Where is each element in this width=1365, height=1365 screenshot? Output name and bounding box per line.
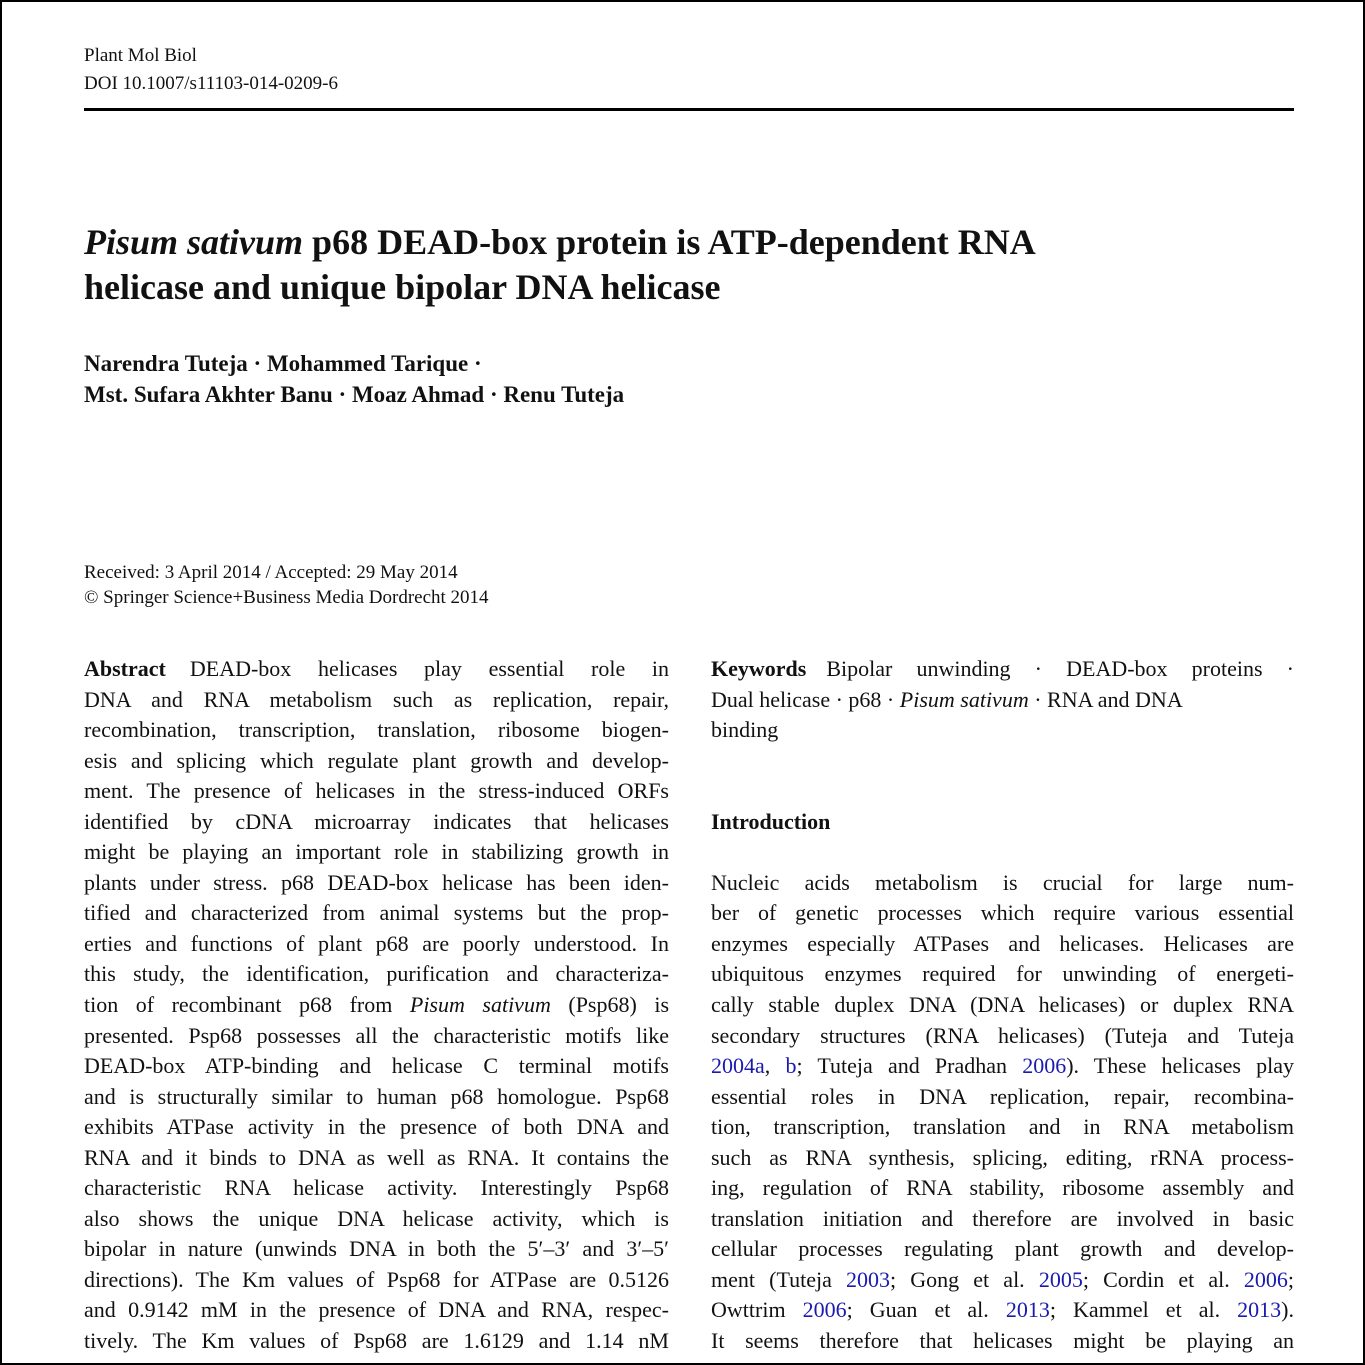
intro-line: It seems therefore that helicases might be playing an <box>711 1328 1294 1354</box>
abstract-line: presented. Psp68 possesses all the characteristic motifs like <box>84 1022 669 1048</box>
reference-link[interactable]: 2006 <box>1022 1053 1067 1079</box>
intro-line: ing, regulation of RNA stability, ribosome assembly and <box>711 1175 1294 1201</box>
abstract-line: Abstract DEAD-box helicases play essential role in <box>84 656 669 681</box>
keywords-line: binding <box>711 717 779 743</box>
intro-line: 2004a, b; Tuteja and Pradhan 2006). These helicases play <box>711 1053 1294 1079</box>
abstract-column <box>84 654 669 1357</box>
intro-line: such as RNA synthesis, splicing, editing, rRNA process- <box>711 1144 1294 1170</box>
abstract-line: recombination, transcription, translation, ribosome biogen- <box>84 717 669 743</box>
introduction-heading: Introduction <box>711 808 831 834</box>
abstract-line: RNA and it binds to DNA as well as RNA. It contains the <box>84 1144 669 1170</box>
intro-line: tion, transcription, translation and in RNA metabolism <box>711 1114 1294 1140</box>
abstract-line: esis and splicing which regulate plant growth and develop- <box>84 747 669 773</box>
intro-line: essential roles in DNA replication, repair, recombina- <box>711 1083 1294 1109</box>
reference-link[interactable]: 2004a <box>711 1053 765 1079</box>
abstract-line: characteristic RNA helicase activity. Interestingly Psp68 <box>84 1175 669 1201</box>
abstract-line: this study, the identification, purification and characteriza- <box>84 961 669 987</box>
reference-link[interactable]: 2005 <box>1038 1266 1083 1292</box>
abstract-line: exhibits ATPase activity in the presence of both DNA and <box>84 1114 669 1140</box>
reference-link[interactable]: b <box>785 1053 797 1079</box>
journal-name: Plant Mol Biol <box>84 45 197 66</box>
abstract-line: bipolar in nature (unwinds DNA in both the 5′–3′ and 3′–5′ <box>84 1236 669 1262</box>
reference-link[interactable]: 2013 <box>1005 1297 1050 1323</box>
reference-link[interactable]: 2006 <box>1243 1266 1288 1292</box>
author-list <box>84 348 624 410</box>
intro-line: ment (Tuteja 2003; Gong et al. 2005; Cordin et al. 2006; <box>711 1266 1294 1292</box>
abstract-line: and 0.9142 mM in the presence of DNA and RNA, respec- <box>84 1297 669 1323</box>
intro-line: enzymes especially ATPases and helicases. Helicases are <box>711 930 1294 956</box>
keywords-label: Keywords <box>711 656 807 681</box>
abstract-line: ment. The presence of helicases in the stress-induced ORFs <box>84 778 669 804</box>
intro-line: translation initiation and therefore are involved in basic <box>711 1205 1294 1231</box>
abstract-line: might be playing an important role in stabilizing growth in <box>84 839 669 865</box>
intro-line: cellular processes regulating plant growth and develop- <box>711 1236 1294 1262</box>
received-accepted: Received: 3 April 2014 / Accepted: 29 May 2014 <box>84 562 458 583</box>
intro-line: Owttrim 2006; Guan et al. 2013; Kammel et al. 2013). <box>711 1297 1294 1323</box>
keywords-line: Dual helicase · p68 · Pisum sativum · RNA and DNA <box>711 686 1183 712</box>
journal-header <box>84 42 338 98</box>
abstract-line: also shows the unique DNA helicase activity, which is <box>84 1205 669 1231</box>
abstract-line: plants under stress. p68 DEAD-box helicase has been iden- <box>84 869 669 895</box>
title-species: Pisum sativum <box>84 222 304 262</box>
header-rule <box>84 108 1294 111</box>
intro-line: cally stable duplex DNA (DNA helicases) or duplex RNA <box>711 992 1294 1018</box>
authors-line2: Mst. Sufara Akhter Banu · Moaz Ahmad · Renu Tuteja <box>84 382 625 407</box>
doi: DOI 10.1007/s11103-014-0209-6 <box>84 73 339 94</box>
intro-line: secondary structures (RNA helicases) (Tuteja and Tuteja <box>711 1022 1294 1048</box>
intro-line: Nucleic acids metabolism is crucial for large num- <box>711 869 1294 895</box>
reference-link[interactable]: 2013 <box>1237 1297 1282 1323</box>
abstract-line: DNA and RNA metabolism such as replication, repair, <box>84 686 669 712</box>
article-title <box>84 220 1284 310</box>
abstract-line: and is structurally similar to human p68 homologue. Psp68 <box>84 1083 669 1109</box>
right-column <box>711 654 1294 1357</box>
abstract-line: tively. The Km values of Psp68 are 1.6129 and 1.14 nM <box>84 1328 669 1354</box>
abstract-line: DEAD-box ATP-binding and helicase C terminal motifs <box>84 1053 669 1079</box>
keywords-line: Keywords Bipolar unwinding · DEAD-box proteins · <box>711 656 1294 681</box>
abstract-label: Abstract <box>84 656 166 681</box>
intro-line: ber of genetic processes which require various essential <box>711 900 1294 926</box>
intro-line: ubiquitous enzymes required for unwinding of energeti- <box>711 961 1294 987</box>
abstract-line: identified by cDNA microarray indicates that helicases <box>84 808 669 834</box>
abstract-line: erties and functions of plant p68 are poorly understood. In <box>84 930 669 956</box>
abstract-line: tion of recombinant p68 from Pisum sativum (Psp68) is <box>84 992 670 1018</box>
publication-dates <box>84 560 489 610</box>
abstract-line: tified and characterized from animal systems but the prop- <box>84 900 669 926</box>
title-line1: p68 DEAD-box protein is ATP-dependent RNA <box>303 222 1036 262</box>
title-line2: helicase and unique bipolar DNA helicase <box>84 267 721 307</box>
reference-link[interactable]: 2006 <box>802 1297 847 1323</box>
abstract-line: directions). The Km values of Psp68 for ATPase are 0.5126 <box>84 1266 669 1292</box>
reference-link[interactable]: 2003 <box>846 1266 891 1292</box>
copyright: © Springer Science+Business Media Dordrecht 2014 <box>84 587 489 608</box>
authors-line1: Narendra Tuteja · Mohammed Tarique · <box>84 351 482 376</box>
